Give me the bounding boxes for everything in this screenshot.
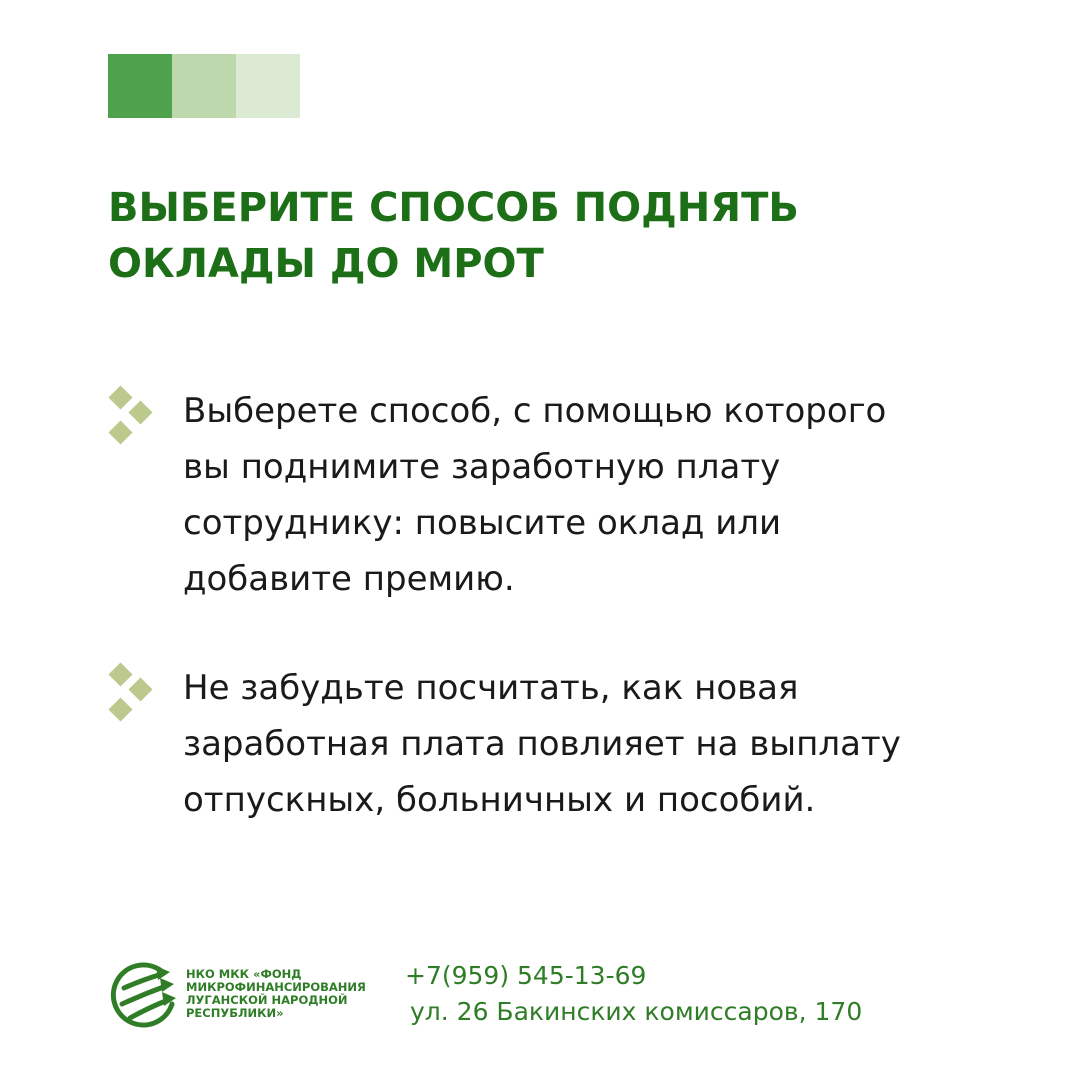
address: ул. 26 Бакинских комиссаров, 170 [410,997,863,1026]
bullet-text [183,383,1003,607]
globe-arrows-logo-icon [110,960,180,1030]
bullet-text-line: заработная плата повлияет на выплату [183,724,901,764]
bullet-text-line: отпускных, больничных и пособий. [183,780,816,820]
diamond-cluster-icon [108,383,156,449]
page-title-line: ОКЛАДЫ ДО МРОТ [108,241,544,287]
brand-color-bar [108,54,300,118]
page-title-line: ВЫБЕРИТЕ СПОСОБ ПОДНЯТЬ [108,185,799,231]
color-block-dark [108,54,172,118]
org-name-line: ЛУГАНСКОЙ НАРОДНОЙ [186,993,348,1007]
diamond-cluster-icon [108,660,156,726]
org-name [186,968,366,1020]
bullet-text-line: добавите премию. [183,559,515,599]
page-title [108,180,968,292]
bullet-text-line: Выберете способ, с помощью которого [183,391,887,431]
bullet-text-line: Не забудьте посчитать, как новая [183,668,799,708]
org-name-line: НКО МКК «ФОНД [186,967,302,981]
contact-info [405,958,862,1030]
bullet-text-line: вы поднимите заработную плату [183,447,781,487]
org-name-line: МИКРОФИНАНСИРОВАНИЯ [186,980,366,994]
color-block-mid [172,54,236,118]
phone-number[interactable]: +7(959) 545-13-69 [405,961,647,990]
org-name-line: РЕСПУБЛИКИ» [186,1006,284,1020]
bullet-text [183,660,1003,828]
bullet-text-line: сотруднику: повысите оклад или [183,503,782,543]
color-block-light [236,54,300,118]
